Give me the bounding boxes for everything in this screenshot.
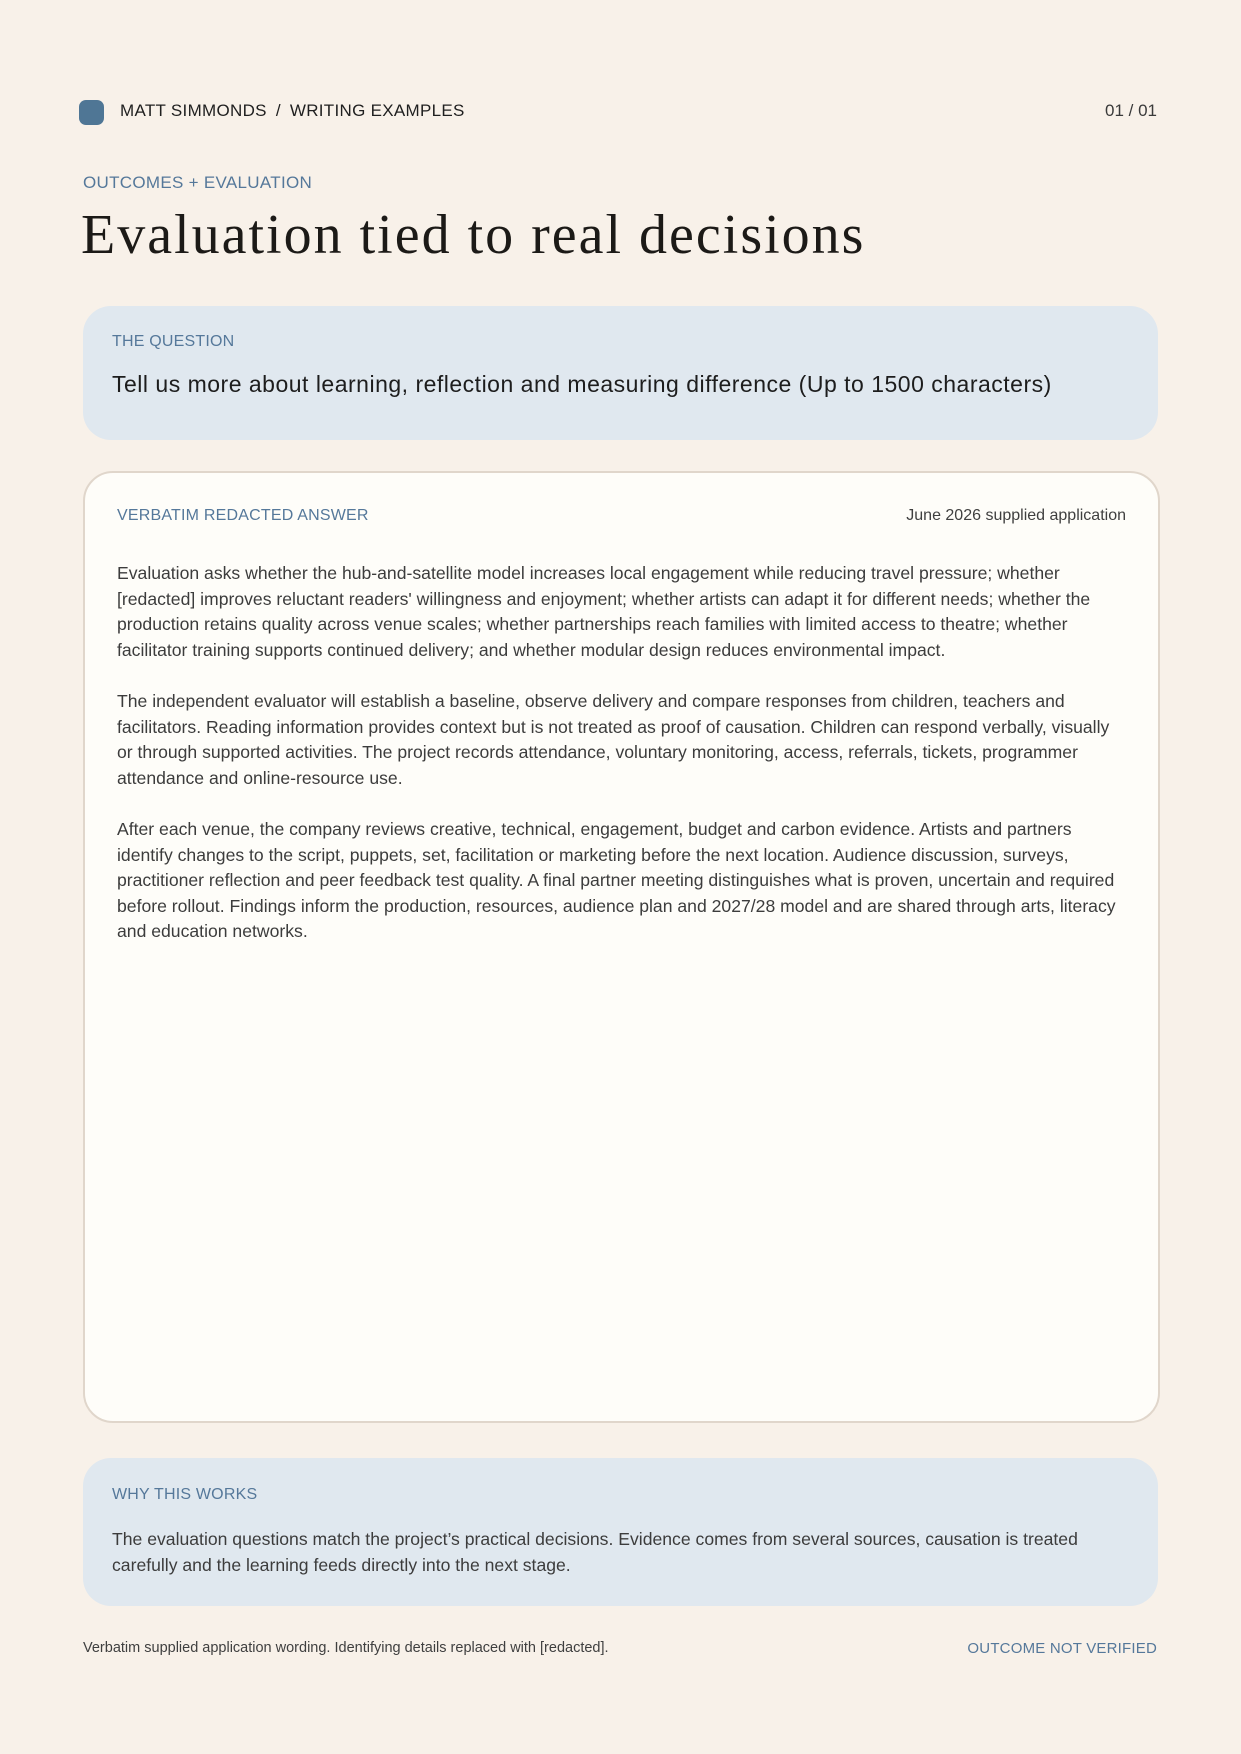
section-name: WRITING EXAMPLES [289, 101, 465, 120]
footer-note: Verbatim supplied application wording. Identifying details replaced with [redacted]. [83, 1640, 609, 1656]
answer-body [117, 561, 1127, 971]
answer-source: June 2026 supplied application [906, 507, 1126, 524]
answer-paragraph: After each venue, the company reviews creative, technical, engagement, budget and carbon evidence. Artists and partners identify changes to the script, puppets, set, facilitation or marketing before the next location. Audience discussion, surveys, practitioner reflection and peer feedback test quality. A final partner meeting distinguishes what is proven, uncertain and required before rollout. Findings inform the production, resources, audience plan and 2027/28 model and are shared through arts, literacy and education networks. [117, 818, 1116, 942]
breadcrumb [120, 101, 465, 121]
answer-paragraph: The independent evaluator will establish a baseline, observe delivery and compare responses from children, teachers and facilitators. Reading information provides context but is not treated as proof of causation. Children can respond verbally, visually or through supported activities. The project records attendance, voluntary monitoring, access, referrals, tickets, programmer attendance and online-resource use. [117, 690, 1110, 788]
brand-name: MATT SIMMONDS [120, 101, 267, 120]
question-card [83, 306, 1158, 440]
answer-paragraph: Evaluation asks whether the hub-and-satellite model increases local engagement while reducing travel pressure; whether [redacted] improves reluctant readers' willingness and enjoyment; whether artists can adapt it for different needs; whether the production retains quality across venue scales; whether partnerships reach families with limited access to theatre; whether facilitator training supports continued delivery; and whether modular design reduces environmental impact. [117, 563, 1091, 660]
question-label: THE QUESTION [112, 333, 235, 350]
breadcrumb-separator: / [275, 101, 281, 120]
section-kicker: OUTCOMES + EVALUATION [83, 173, 313, 192]
page-title: Evaluation tied to real decisions [81, 204, 866, 266]
why-text: The evaluation questions match the project’s practical decisions. Evidence comes from several sources, causation is treated carefully and the learning feeds directly into the next stage. [112, 1529, 1078, 1575]
answer-card [83, 471, 1160, 1423]
answer-label: VERBATIM REDACTED ANSWER [117, 507, 369, 524]
brand-logo-icon [79, 100, 104, 125]
page-number: 01 / 01 [1105, 101, 1157, 120]
why-card [83, 1458, 1158, 1606]
question-text: Tell us more about learning, reflection and measuring difference (Up to 1500 characters) [112, 371, 1052, 397]
why-label: WHY THIS WORKS [112, 1486, 258, 1503]
status-badge: OUTCOME NOT VERIFIED [967, 1640, 1157, 1657]
page-header [79, 100, 1157, 126]
